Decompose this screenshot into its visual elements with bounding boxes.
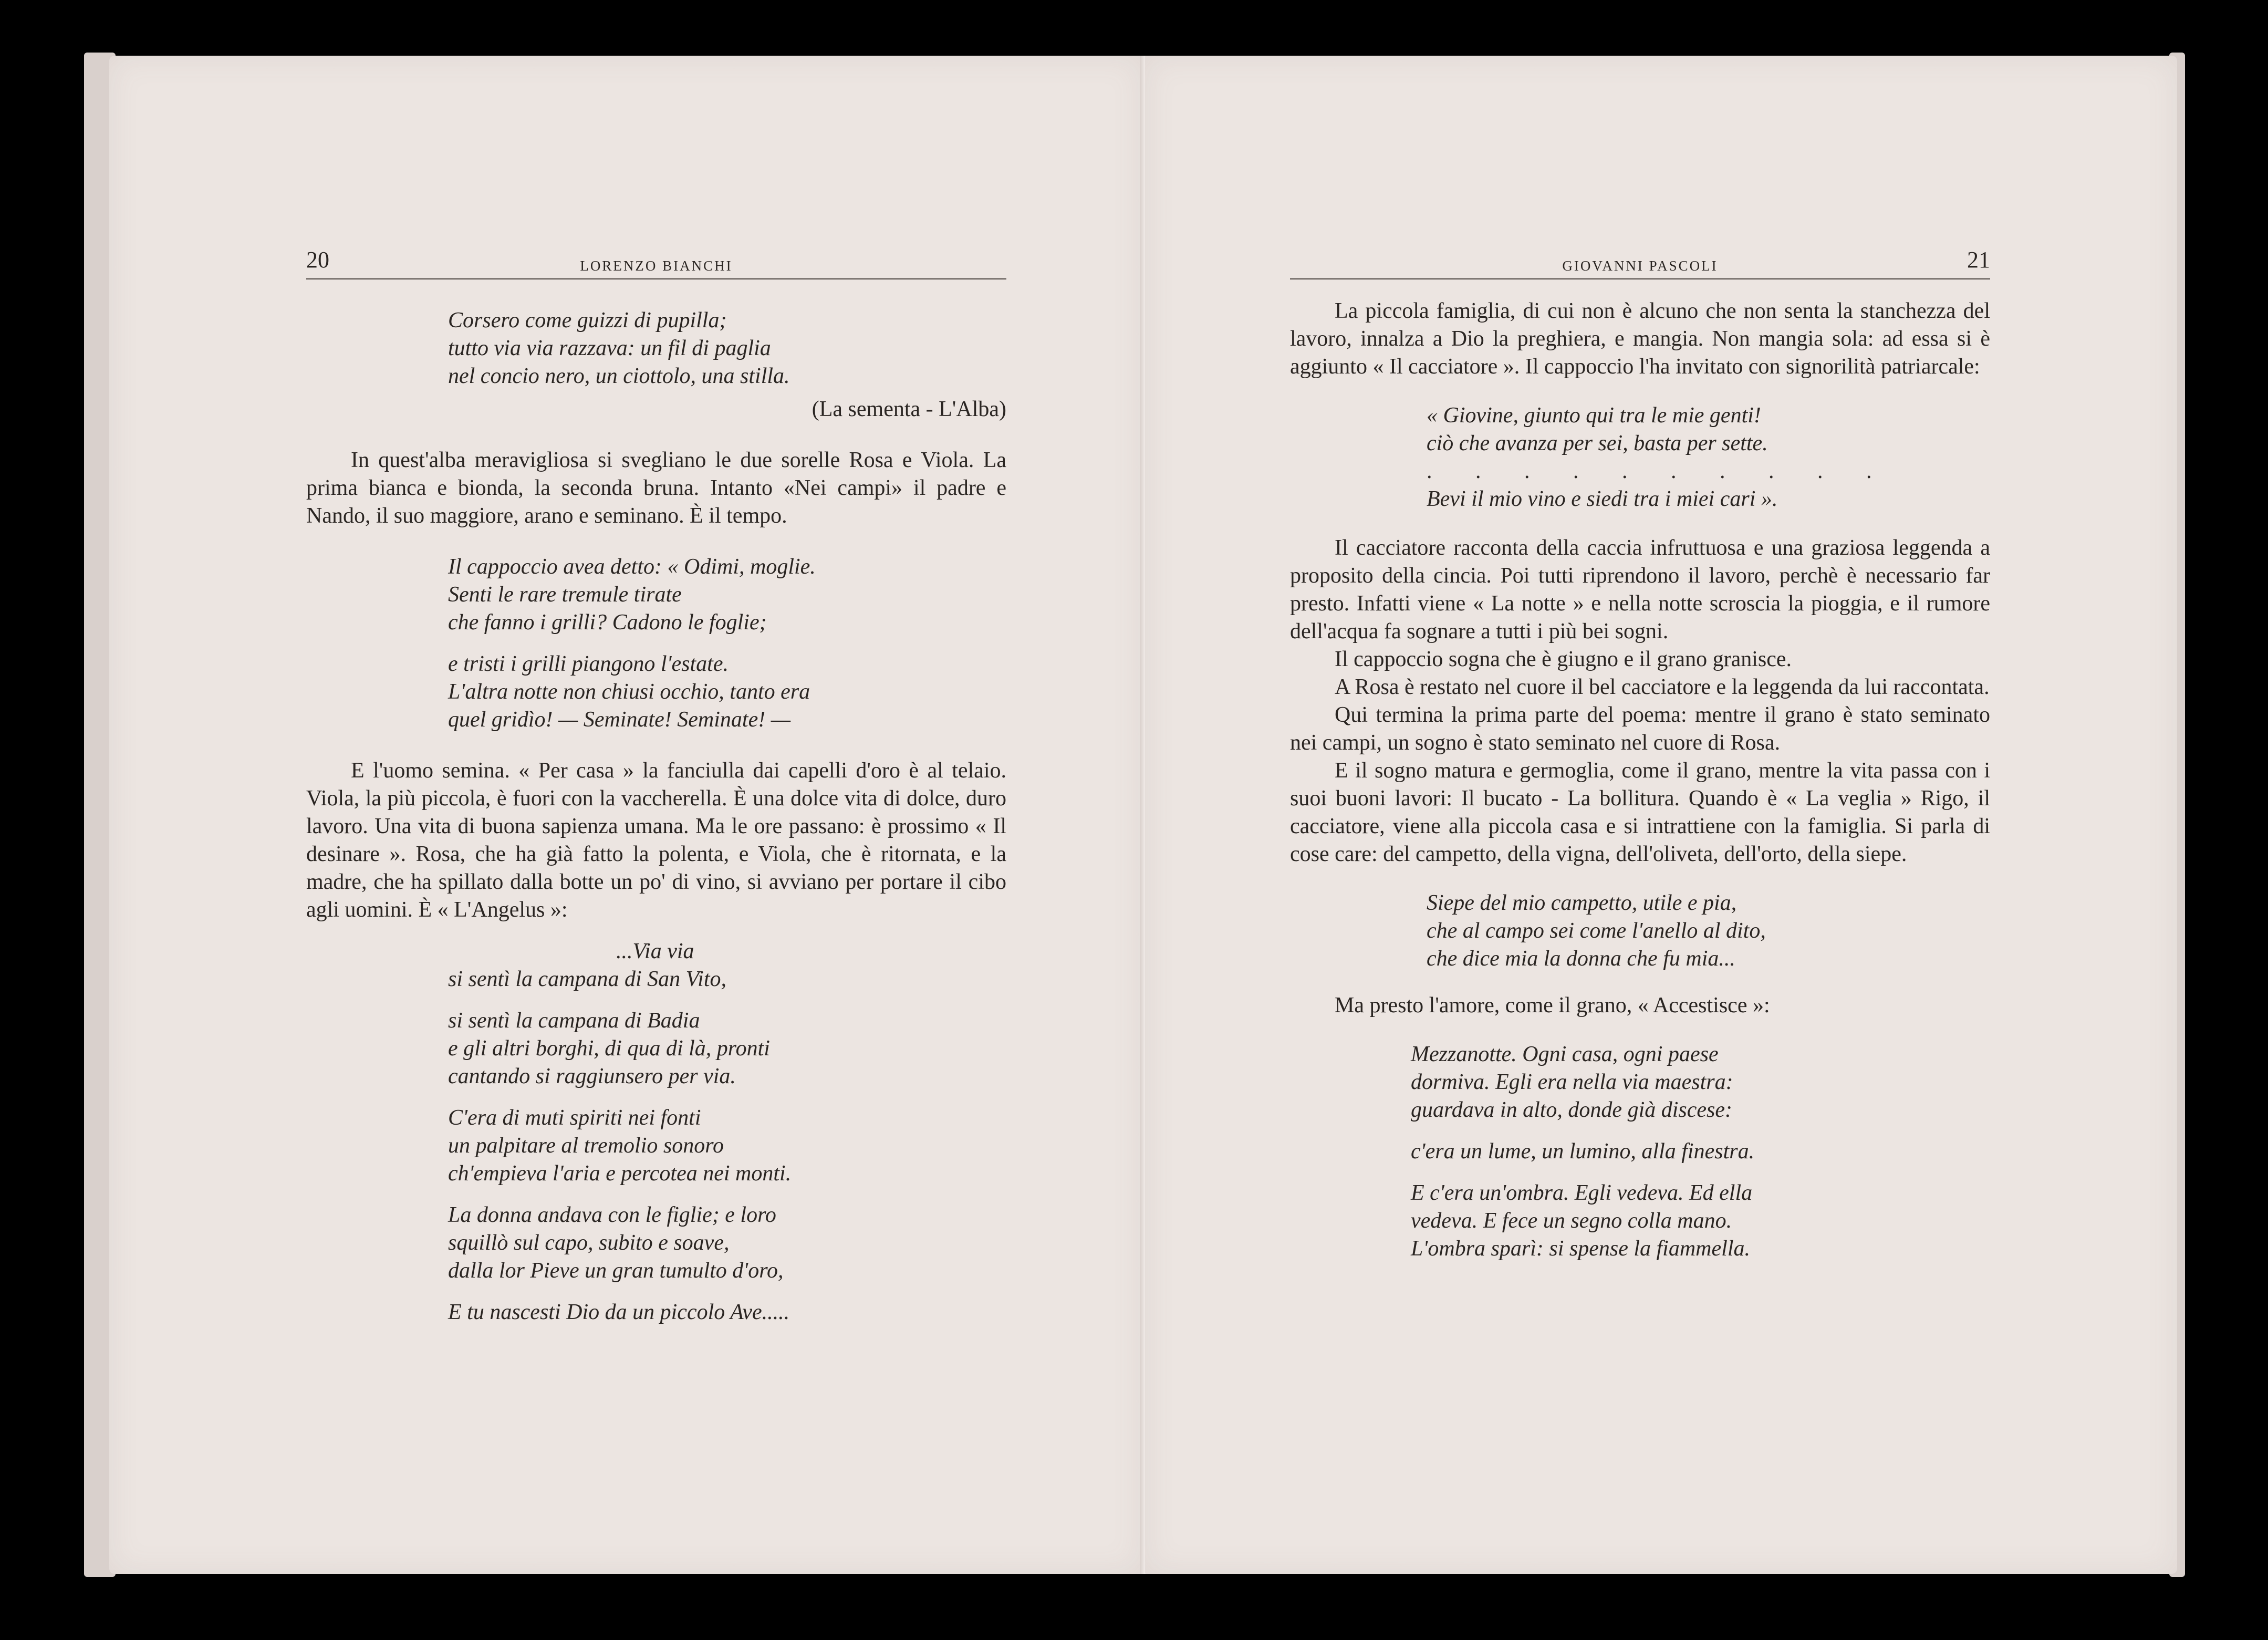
verse-line: E tu nascesti Dio da un piccolo Ave..... <box>448 1300 790 1324</box>
verse-line: c'era un lume, un lumino, alla finestra. <box>1411 1139 1755 1164</box>
verse-line: Siepe del mio campetto, utile e pia, <box>1427 891 1737 915</box>
paragraph: E il sogno matura e germoglia, come il grano, mentre la vita passa con i suoi buoni lavori: Il bucato - La bollitura. Quando è « La veglia » Rigo, il cacciatore, viene alla piccola casa e si intrattiene con la famiglia. Si parla di cose care: del campetto, della vigna, dell'oliveta, dell'orto, della siepe. <box>1290 759 1990 866</box>
verse-line: e tristi i grilli piangono l'estate. <box>448 652 729 676</box>
right-page <box>1145 56 2177 1574</box>
verse-stanza <box>448 553 1006 637</box>
verse-line: dalla lor Pieve un gran tumulto d'oro, <box>448 1259 784 1283</box>
verse-line: Il cappoccio avea detto: « Odimi, moglie. <box>448 555 816 579</box>
verse-line: guardava in alto, donde già discese: <box>1411 1098 1733 1122</box>
verse-line: dormiva. Egli era nella via maestra: <box>1411 1070 1733 1094</box>
verse-stanza <box>1427 402 1990 513</box>
verse-line: si sentì la campana di Badia <box>448 1009 700 1033</box>
verse-line: « Giovine, giunto qui tra le mie genti! <box>1427 403 1761 428</box>
verse-line: Senti le rare tremule tirate <box>448 583 682 607</box>
verse-stanza <box>1411 1138 1990 1166</box>
verse-line: e gli altri borghi, di qua di là, pronti <box>448 1036 770 1061</box>
running-head: LORENZO BIANCHI <box>580 258 733 274</box>
right-page-header <box>1290 245 1990 279</box>
verse-line: La donna andava con le figlie; e loro <box>448 1203 776 1227</box>
paragraph: E l'uomo semina. « Per casa » la fanciulla dai capelli d'oro è al telaio. Viola, la più piccola, è fuori con la vaccherella. È una dolce vita di dolce, duro lavoro. Una vita di buona sapienza umana. Ma le ore passano: è prossimo « Il desinare ». Rosa, che ha già fatto la polenta, e Viola, che è ritornata, e la madre, che ha spillato dalla botte un po' di vino, si avviano per portare il cibo agli uomini. È « L'Angelus »: <box>306 759 1006 922</box>
verse-line: E c'era un'ombra. Egli vedeva. Ed ella <box>1411 1181 1753 1205</box>
verse-line: si sentì la campana di San Vito, <box>448 967 727 991</box>
verse-line: squillò sul capo, subito e soave, <box>448 1231 730 1255</box>
verse-stanza <box>448 650 1006 734</box>
paragraph: Il cacciatore racconta della caccia infruttuosa e una graziosa leggenda a proposito della cincia. Poi tutti riprendono il lavoro, perchè è necessario far presto. Infatti viene « La notte » e nella notte scroscia la pioggia, e il rumore dell'acqua fa sognare a tutti i più bei sogni. <box>1290 536 1990 643</box>
verse-line: un palpitare al tremolio sonoro <box>448 1134 724 1158</box>
paragraph: La piccola famiglia, di cui non è alcuno che non senta la stanchezza del lavoro, innalza a Dio la preghiera, e mangia. Non mangia sola: ad essa si è aggiunto « Il cacciatore ». Il cappoccio l'ha invitato con signorilità patriarcale: <box>1290 299 1990 379</box>
verse-stanza <box>448 1104 1006 1188</box>
running-head: GIOVANNI PASCOLI <box>1562 258 1718 274</box>
verse-line: Corsero come guizzi di pupilla; <box>448 308 727 333</box>
right-page-body <box>1290 297 1990 1263</box>
verse-line: ...Via via <box>616 939 694 963</box>
left-page-header <box>306 245 1006 279</box>
left-page <box>109 56 1142 1574</box>
verse-line: che dice mia la donna che fu mia... <box>1427 947 1735 971</box>
verse-line: tutto via via razzava: un fil di paglia <box>448 336 771 360</box>
verse-stanza <box>1427 889 1990 973</box>
ellipsis-row: . . . . . . . . . . <box>1427 459 1891 483</box>
verse-stanza <box>1411 1179 1990 1263</box>
page-number: 21 <box>1967 247 1990 273</box>
verse-line: quel gridìo! — Seminate! Seminate! — <box>448 708 791 732</box>
verse-line: Bevi il mio vino e siedi tra i miei cari ». <box>1427 487 1778 511</box>
verse-stanza <box>448 1299 1006 1326</box>
verse-line: ciò che avanza per sei, basta per sette. <box>1427 431 1768 455</box>
verse-line: che fanno i grilli? Cadono le foglie; <box>448 610 767 635</box>
verse-stanza <box>448 938 1006 993</box>
paragraph: Ma presto l'amore, come il grano, « Accestisce »: <box>1335 993 1770 1018</box>
verse-line: vedeva. E fece un segno colla mano. <box>1411 1209 1732 1233</box>
paragraph: In quest'alba meravigliosa si svegliano le due sorelle Rosa e Viola. La prima bianca e bionda, la seconda bruna. Intanto «Nei campi» il padre e Nando, il suo maggiore, arano e seminano. È il tempo. <box>306 448 1006 528</box>
verse-line: cantando si raggiunsero per via. <box>448 1064 736 1088</box>
verse-stanza <box>448 307 1006 390</box>
verse-stanza <box>1411 1041 1990 1124</box>
paragraph: Qui termina la prima parte del poema: mentre il grano è stato seminato nei campi, un sogno è stato seminato nel cuore di Rosa. <box>1290 703 1990 755</box>
page-number: 20 <box>306 247 329 273</box>
paragraph: Il cappoccio sogna che è giugno e il grano granisce. <box>1335 647 1792 671</box>
left-page-body <box>306 307 1006 1326</box>
verse-stanza <box>448 1201 1006 1285</box>
verse-line: C'era di muti spiriti nei fonti <box>448 1106 701 1130</box>
verse-line: ch'empieva l'aria e percotea nei monti. <box>448 1161 792 1186</box>
verse-stanza <box>448 1007 1006 1091</box>
verse-line: che al campo sei come l'anello al dito, <box>1427 919 1766 943</box>
verse-source: (La sementa - L'Alba) <box>812 397 1006 421</box>
verse-line: Mezzanotte. Ogni casa, ogni paese <box>1411 1042 1719 1066</box>
verse-line: L'altra notte non chiusi occhio, tanto era <box>448 680 810 704</box>
verse-line: nel concio nero, un ciottolo, una stilla. <box>448 364 790 388</box>
verse-line: L'ombra sparì: si spense la fiammella. <box>1411 1237 1750 1261</box>
paragraph: A Rosa è restato nel cuore il bel cacciatore e la leggenda da lui raccontata. <box>1335 675 1990 699</box>
